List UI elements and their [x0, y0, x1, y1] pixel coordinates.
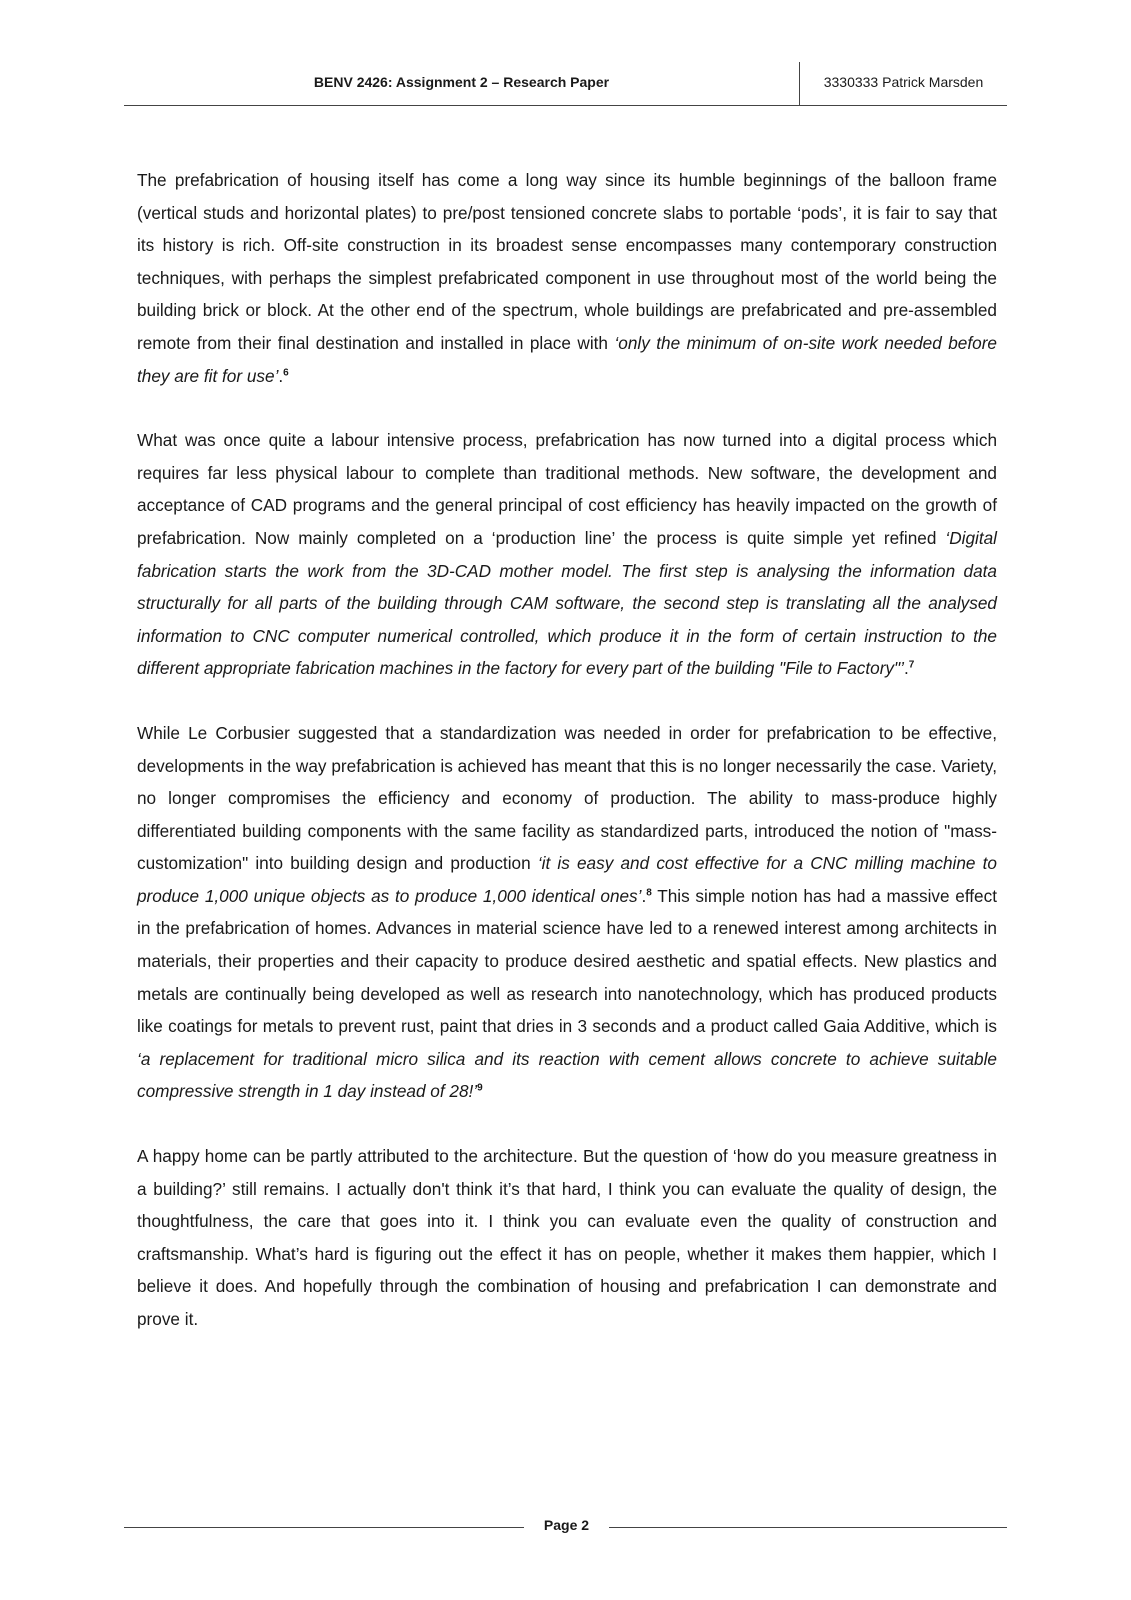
quotation: ‘it is easy and cost effective for a CNC milling machine to produce 1,000 unique objects as to produce 1,000 identical ones’ [137, 853, 997, 906]
paragraph-text: The prefabrication of housing itself has come a long way since its humble beginnings of the balloon frame (vertical studs and horizontal plates) to pre/post tensioned concrete slabs to portable ‘pods’, it is fair to say that its history is rich. Off-site construction in its broadest sense encompasses many contemporary construction techniques, with perhaps the simplest prefabricated component in use throughout most of the world being the building brick or block. At the other end of the spectrum, whole buildings are prefabricated and pre-assembled remote from their final destination and installed in place with [137, 170, 997, 353]
body-text [137, 164, 997, 1368]
footer-rule-right [609, 1527, 1007, 1528]
header-title: BENV 2426: Assignment 2 – Research Paper [313, 74, 610, 90]
page-number: Page 2 [543, 1517, 590, 1533]
quotation: ‘a replacement for traditional micro silica and its reaction with cement allows concrete to achieve suitable compressive strength in 1 day instead of 28!’ [137, 1048, 997, 1102]
page-footer [124, 1517, 1007, 1539]
footnote-marker: 9 [477, 1082, 483, 1094]
paragraph-text: A happy home can be partly attributed to the architecture. But the question of ‘how do you measure greatness in a building?’ still remains. I actually don't think it’s that hard, I think you can evaluate the quality of design, the thoughtfulness, the care that goes into it. I think you can evaluate even the quality of construction and craftsmanship. What’s hard is figuring out the effect it has on people, whether it makes them happier, which I believe it does. And hopefully through the combination of housing and prefabrication I can demonstrate and prove it. [137, 1146, 997, 1329]
footnote-marker: 7 [908, 659, 915, 671]
paragraph-text: What was once quite a labour intensive process, prefabrication has now turned into a digital process which requires far less physical labour to complete than traditional methods. New software, the development and acceptance of CAD programs and the general principal of cost efficiency has heavily impacted on the growth of prefabrication. Now mainly completed on a ‘production line’ the process is quite simple yet refined [137, 430, 997, 548]
paragraph-text: While Le Corbusier suggested that a standardization was needed in order for prefabrication to be effective, developments in the way prefabrication is achieved has meant that this is no longer necessarily the case. Variety, no longer compromises the efficiency and economy of production. The ability to mass-produce highly differentiated building components with the same facility as standardized parts, introduced the notion of "mass-customization" into building design and production [137, 722, 997, 874]
paragraph-3 [137, 717, 997, 1108]
paragraph-2 [137, 424, 997, 685]
punctuation: . [278, 365, 284, 386]
paragraph-1 [137, 164, 997, 392]
header-rule [124, 105, 1007, 106]
punctuation: . [641, 885, 647, 906]
paragraph-4 [137, 1140, 997, 1336]
quotation: ‘Digital fabrication starts the work from the 3D-CAD mother model. The first step is analysing the information data structurally for all parts of the building through CAM software, the second step is translating all the analysed information to CNC computer numerical controlled, which produce it in the form of certain instruction to the different appropriate fabrication machines in the factory for every part of the building "File to Factory"’ [137, 527, 997, 679]
paragraph-text: This simple notion has had a massive effect in the prefabrication of homes. Advances in material science have led to a renewed interest among architects in materials, their properties and their capacity to produce desired aesthetic and spatial effects. New plastics and metals are continually being developed as well as research into nanotechnology, which has produced products like coatings for metals to prevent rust, paint that dries in 3 seconds and a product called Gaia Additive, which is [137, 885, 997, 1037]
footnote-marker: 6 [283, 366, 289, 378]
header-author: 3330333 Patrick Marsden [823, 74, 984, 90]
footnote-marker: 8 [646, 887, 652, 899]
quotation: ‘only the minimum of on-site work needed before they are fit for use’ [137, 332, 997, 386]
punctuation: . [903, 658, 909, 679]
page-header [124, 62, 1007, 106]
footer-rule-left [124, 1527, 524, 1528]
